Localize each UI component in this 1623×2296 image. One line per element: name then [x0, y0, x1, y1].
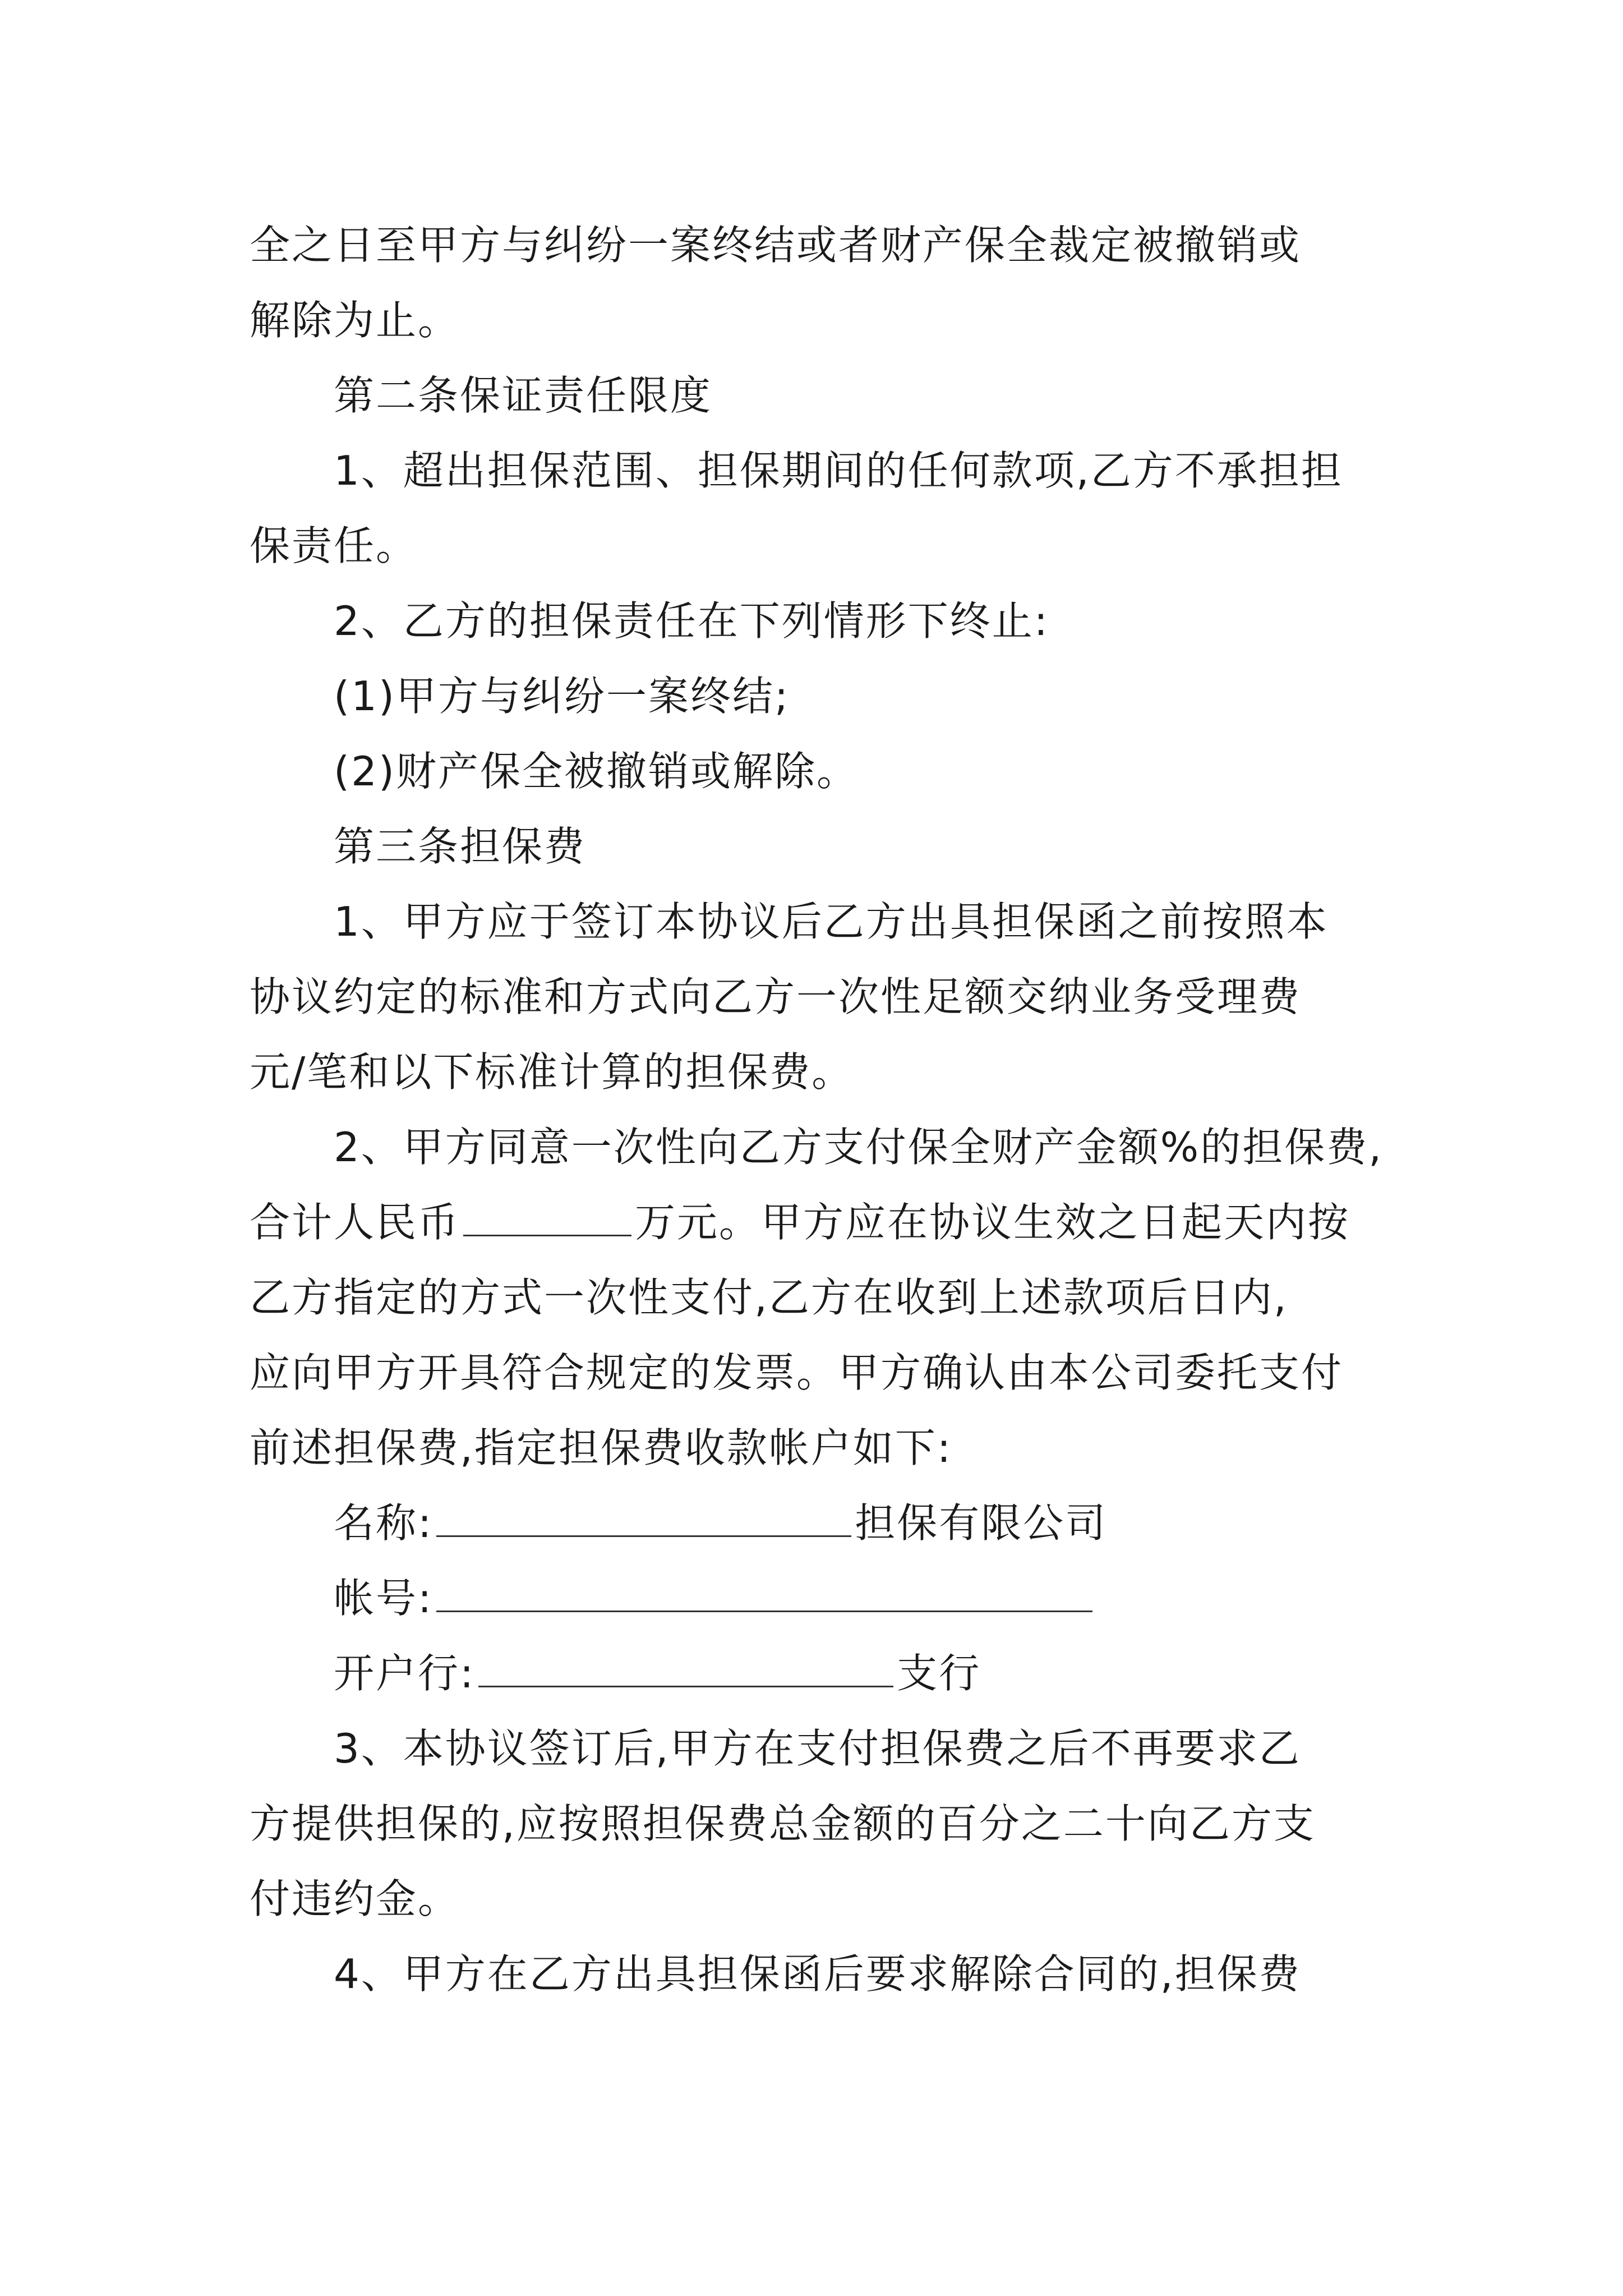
section-heading: 第二条保证责任限度	[334, 372, 713, 419]
section-heading: 第三条担保费	[334, 823, 587, 870]
text-line: 元/笔和以下标准计算的担保费。	[250, 1048, 854, 1096]
text-line: 3、本协议签订后,甲方在支付担保费之后不再要求乙	[334, 1725, 1301, 1772]
text-line: 付违约金。	[250, 1875, 460, 1922]
account-name-blank	[436, 1497, 851, 1537]
text-line: 应向甲方开具符合规定的发票。甲方确认由本公司委托支付	[250, 1349, 1344, 1396]
text-line: 1、超出担保范围、担保期间的任何款项,乙方不承担担	[334, 447, 1343, 494]
text-line: 保责任。	[250, 522, 418, 569]
text-line: 全之日至甲方与纠纷一案终结或者财产保全裁定被撤销或	[250, 222, 1302, 269]
account-number-blank	[436, 1572, 1092, 1612]
text-fragment: 万元。甲方应在协议生效之日起天内按	[635, 1199, 1350, 1246]
list-item: (2)财产保全被撤销或解除。	[334, 748, 859, 795]
text-line: 2、甲方同意一次性向乙方支付保全财产金额%的担保费,	[334, 1124, 1384, 1171]
bank-label: 开户行:	[334, 1650, 476, 1697]
text-fragment: 合计人民币	[250, 1199, 460, 1246]
account-number-line	[250, 1561, 1388, 1636]
bank-suffix: 支行	[897, 1650, 981, 1697]
text-line: 1、甲方应于签订本协议后乙方出具担保函之前按照本	[334, 898, 1329, 945]
bank-blank	[478, 1648, 893, 1687]
account-name-line	[250, 1485, 1388, 1561]
text-line: 前述担保费,指定担保费收款帐户如下:	[250, 1424, 953, 1471]
bank-line	[250, 1636, 1388, 1711]
text-line: 方提供担保的,应按照担保费总金额的百分之二十向乙方支	[250, 1800, 1316, 1847]
list-item: (1)甲方与纠纷一案终结;	[334, 673, 790, 720]
amount-blank	[463, 1197, 631, 1236]
account-number-label: 帐号:	[334, 1575, 434, 1622]
account-name-label: 名称:	[334, 1499, 434, 1547]
text-line: 2、乙方的担保责任在下列情形下终止:	[334, 597, 1050, 645]
text-line-with-blank	[250, 1185, 1388, 1260]
text-line: 协议约定的标准和方式向乙方一次性足额交纳业务受理费	[250, 973, 1302, 1020]
text-line: 乙方指定的方式一次性支付,乙方在收到上述款项后日内,	[250, 1274, 1288, 1321]
account-name-suffix: 担保有限公司	[855, 1499, 1108, 1547]
text-line: 4、甲方在乙方出具担保函后要求解除合同的,担保费	[334, 1950, 1301, 1998]
text-line: 解除为止。	[250, 297, 460, 344]
document-body	[250, 208, 1388, 2012]
